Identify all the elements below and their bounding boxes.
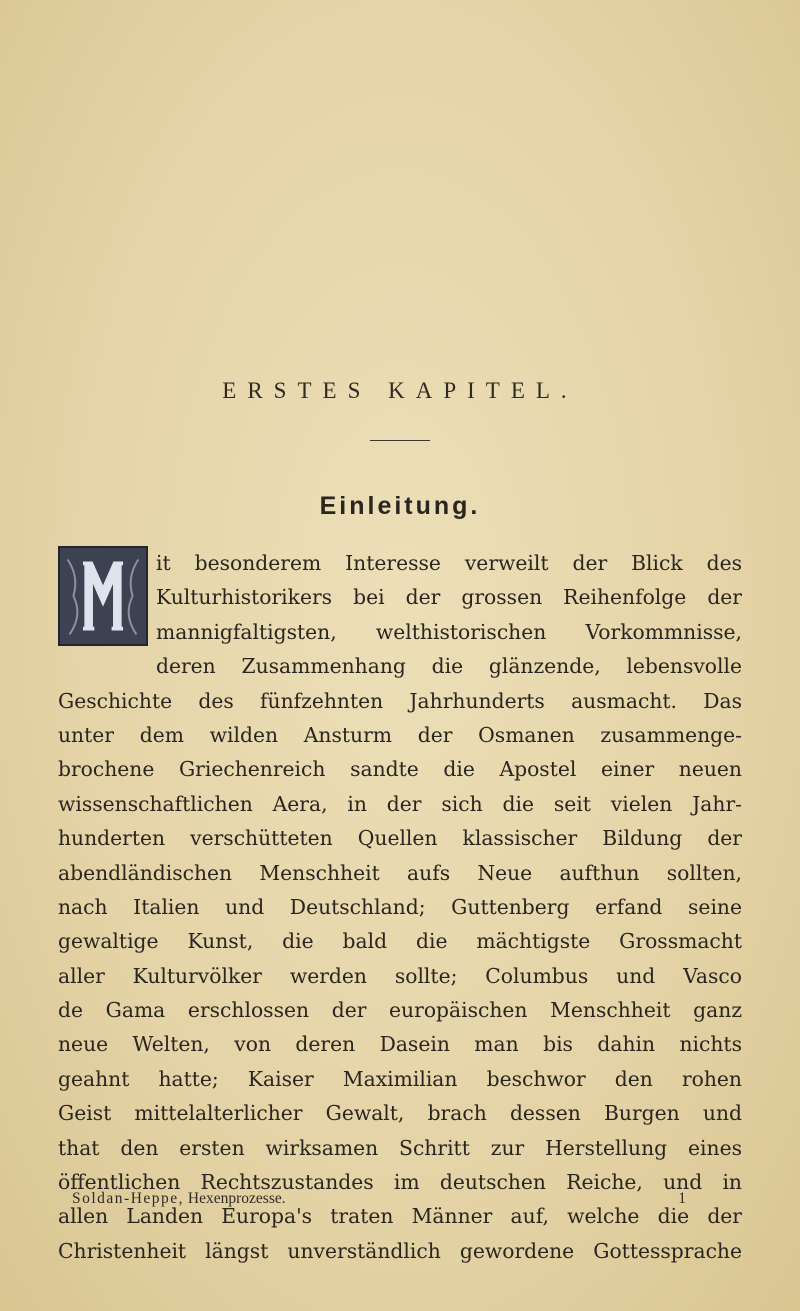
- text-line: geahnt hatte; Kaiser Maximilian beschwor den rohen: [58, 1066, 742, 1091]
- text-line: öffentlichen Rechtszustandes im deutschen Reiche, und in: [58, 1170, 742, 1195]
- text-line: Christenheit längst unverständlich gewordene Gottessprache: [58, 1238, 742, 1263]
- text-line: Kulturhistorikers bei der grossen Reihenfolge der: [156, 585, 742, 610]
- footer-book-title: Hexenprozesse.: [187, 1190, 286, 1207]
- text-line: deren Zusammenhang die glänzende, lebensvolle: [156, 654, 742, 679]
- text-line: that den ersten wirksamen Schritt zur Herstellung eines: [58, 1135, 742, 1160]
- footer-author: Soldan-Heppe,: [72, 1190, 185, 1207]
- text-line: de Gama erschlossen der europäischen Menschheit ganz: [58, 998, 742, 1023]
- text-line: gewaltige Kunst, die bald die mächtigste Grossmacht: [58, 929, 742, 954]
- text-line: mannigfaltigsten, welthistorischen Vorkommnisse,: [156, 619, 742, 644]
- section-title: Einleitung.: [319, 492, 481, 520]
- text-line: Geschichte des fünfzehnten Jahrhunderts ausmacht. Das: [58, 688, 742, 713]
- title-divider: [370, 440, 430, 441]
- text-line: unter dem wilden Ansturm der Osmanen zusammenge-: [58, 722, 742, 747]
- text-line: neue Welten, von deren Dasein man bis dahin nichts: [58, 1032, 742, 1057]
- text-line: wissenschaftlichen Aera, in der sich die seit vielen Jahr-: [58, 791, 742, 816]
- text-line: brochene Griechenreich sandte die Apostel einer neuen: [58, 757, 742, 782]
- page-number: 1: [678, 1190, 686, 1207]
- chapter-title: ERSTES KAPITEL.: [222, 378, 578, 403]
- text-line: it besonderem Interesse verweilt der Blick des: [156, 551, 742, 575]
- body-paragraph: [58, 546, 742, 1268]
- text-line: allen Landen Europa's traten Männer auf, welche die der: [58, 1204, 742, 1229]
- drop-cap-letter: M: [102, 605, 104, 607]
- text-line: aller Kulturvölker werden sollte; Columbus und Vasco: [58, 963, 742, 988]
- text-line: abendländischen Menschheit aufs Neue aufthun sollten,: [58, 860, 742, 885]
- text-line: nach Italien und Deutschland; Guttenberg erfand seine: [58, 894, 742, 919]
- text-line: hunderten verschütteten Quellen klassischer Bildung der: [58, 826, 742, 851]
- page-footer: [72, 1190, 722, 1208]
- text-line: Geist mittelalterlicher Gewalt, brach dessen Burgen und: [58, 1101, 742, 1126]
